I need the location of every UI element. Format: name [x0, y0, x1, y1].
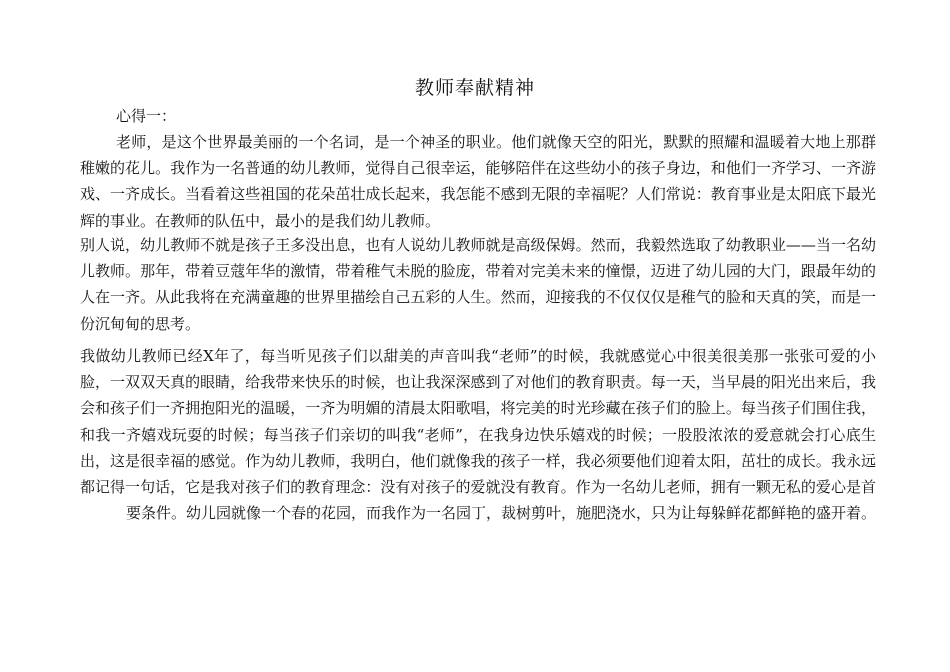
paragraph-2: 别人说，幼儿教师不就是孩子王多没出息，也有人说幼儿教师就是高级保姆。然而，我毅然选取了幼教职业——当一名幼儿教师。那年，带着豆蔻年华的激情，带着稚气未脱的脸庞，带着对完美未来的憧憬，迈进了幼儿园的大门，跟最年幼的人在一齐。从此我将在充满童趣的世界里描绘自己五彩的人生。然而，迎接我的不仅仅仅是稚气的脸和天真的笑，而是一份沉甸甸的思考。: [80, 236, 876, 333]
section-heading: 心得一：: [116, 107, 177, 125]
paragraph-3: 我做幼儿教师已经X年了，每当听见孩子们以甜美的声音叫我“老师”的时候，我就感觉心中很美很美那一张张可爱的小脸，一双双天真的眼睛，给我带来快乐的时候，也让我深深感到了对他们的教育职责。每一天，当早晨的阳光出来后，我会和孩子们一齐拥抱阳光的温暖，一齐为明媚的清晨太阳歌唱，将完美的时光珍藏在孩子们的脸上。每当孩子们围住我，和我一齐嬉戏玩耍的时候；每当孩子们亲切的叫我“老师”，在我身边快乐嬉戏的时候；一股股浓浓的爱意就会打心底生出，这是很幸福的感觉。作为幼儿教师，我明白，他们就像我的孩子一样，我必须要他们迎着太阳，茁壮的成长。我永远都记得一句话，它是我对孩子们的教育理念：没有对孩子的爱就没有教育。作为一名幼儿老师，拥有一颗无私的爱心是首要条件。幼儿园就像一个春的花园，而我作为一名园丁，裁树剪叶，施肥浇水，只为让每躲鲜花都鲜艳的盛开着。: [80, 347, 876, 523]
paragraph-1: 老师，是这个世界最美丽的一个名词，是一个神圣的职业。他们就像天空的阳光，默默的照耀和温暖着大地上那群稚嫩的花儿。我作为一名普通的幼儿教师，觉得自己很幸运，能够陪伴在这些幼小的孩子身边，和他们一齐学习、一齐游戏、一齐成长。当看着这些祖国的花朵茁壮成长起来，我怎能不感到无限的幸福呢？人们常说：教育事业是太阳底下最光辉的事业。在教师的队伍中，最小的是我们幼儿教师。: [80, 133, 876, 230]
document-title: 教师奉献精神: [414, 77, 535, 99]
